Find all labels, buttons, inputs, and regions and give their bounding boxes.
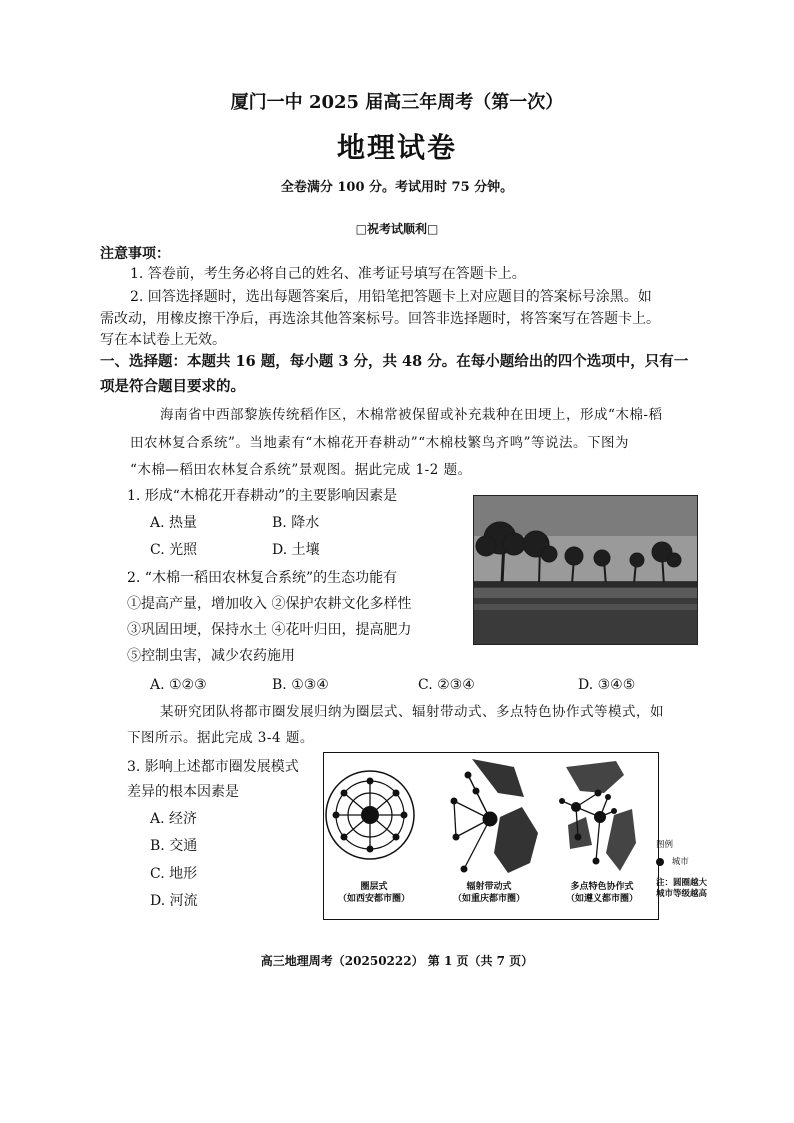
subject-title: 地理试卷 — [336, 131, 457, 164]
passage-2-line1: 某研究团队将都市圈发展归纳为圈层式、辐射带动式、多点特色协作式等模式，如 — [160, 704, 664, 720]
notice-item-2-line1: 2. 回答选择题时，选出每题答案后，用铅笔把答题卡上对应题目的答案标号涂黑。如 — [130, 289, 652, 305]
kapok-rice-landscape-photo — [473, 495, 698, 645]
legend-city-label: 城市 — [671, 857, 689, 867]
landscape-illustration — [474, 496, 697, 644]
question-2-option-c: C. ②③④ — [418, 677, 475, 693]
page-footer: 高三地理周考（20250222） 第 1 页（共 7 页） — [260, 954, 534, 968]
question-3-option-d: D. 河流 — [150, 893, 198, 909]
legend-title: 图例 — [656, 840, 674, 850]
diagram-legend — [656, 840, 736, 900]
question-2-option-b: B. ①③④ — [272, 677, 329, 693]
section-1-intro-line2: 项是符合题目要求的。 — [100, 378, 245, 395]
question-2-statements-2: ③巩固田埂，保持水土 ④花叶归田，提高肥力 — [127, 622, 412, 638]
notice-item-2-line2: 需改动，用橡皮擦干净后，再选涂其他答案标号。回答非选择题时，将答案写在答题卡上。 — [100, 311, 660, 327]
question-3-stem-line1: 3. 影响上述都市圈发展模式 — [127, 759, 299, 775]
legend-city-row — [656, 857, 736, 868]
exam-title: 厦门一中 2025 届高三年周考（第一次） — [230, 92, 564, 113]
question-1-option-c: C. 光照 — [150, 542, 198, 558]
question-2-option-a: A. ①②③ — [150, 677, 207, 693]
passage-1-line1: 海南省中西部黎族传统稻作区，木棉常被保留或补充栽种在田埂上，形成“木棉-稻 — [160, 407, 663, 423]
question-2-stem: 2. “木棉一稻田农林复合系统”的生态功能有 — [127, 570, 398, 586]
concentric-pattern — [326, 771, 414, 859]
concentric-example: （如西安都市圈） — [337, 894, 410, 904]
question-3-option-a: A. 经济 — [150, 811, 198, 827]
passage-1-line3: “木棉—稻田农林复合系统”景观图。据此完成 1-2 题。 — [130, 462, 472, 478]
notice-item-2-line3: 写在本试卷上无效。 — [100, 332, 226, 348]
concentric-label: 圈层式 — [360, 882, 388, 892]
city-dot-icon — [656, 858, 664, 866]
multi-point-pattern — [559, 761, 636, 871]
passage-2-line2: 下图所示。据此完成 3-4 题。 — [127, 730, 314, 746]
question-2-statements-1: ①提高产量，增加收入 ②保护农耕文化多样性 — [127, 596, 412, 612]
legend-note-line2: 城市等级越高 — [656, 889, 708, 899]
question-2-statements-3: ⑤控制虫害，减少农药施用 — [127, 648, 295, 664]
notice-heading: 注意事项： — [100, 246, 170, 262]
multi-point-label: 多点特色协作式 — [570, 882, 634, 892]
radial-example: （如重庆都市圈） — [452, 894, 525, 904]
radial-label: 辐射带动式 — [466, 882, 512, 892]
question-3-option-b: B. 交通 — [150, 838, 198, 854]
blessing-line: □祝考试顺利□ — [355, 222, 439, 236]
question-1-option-b: B. 降水 — [272, 515, 320, 531]
question-1-stem: 1. 形成“木棉花开春耕动”的主要影响因素是 — [127, 488, 398, 504]
notice-item-1: 1. 答卷前，考生务必将自己的姓名、准考证号填写在答题卡上。 — [130, 266, 526, 282]
question-1-option-d: D. 土壤 — [272, 542, 320, 558]
question-2-option-d: D. ③④⑤ — [578, 677, 636, 693]
score-time-line: 全卷满分 100 分。考试用时 75 分钟。 — [280, 180, 514, 195]
radial-pattern — [451, 759, 539, 873]
metropolitan-pattern-diagram — [323, 752, 659, 920]
question-3-stem-line2: 差异的根本因素是 — [127, 784, 239, 800]
multi-point-example: （如遵义都市圈） — [565, 894, 638, 904]
legend-note-line1: 注：圆圈越大 — [656, 878, 708, 888]
section-1-intro-line1: 一、选择题：本题共 16 题，每小题 3 分，共 48 分。在每小题给出的四个选项中，只有一 — [100, 353, 689, 370]
question-1-option-a: A. 热量 — [150, 515, 198, 531]
passage-1-line2: 田农林复合系统”。当地素有“木棉花开春耕动”“木棉枝繁鸟齐鸣”等说法。下图为 — [130, 435, 630, 451]
question-3-option-c: C. 地形 — [150, 866, 198, 882]
